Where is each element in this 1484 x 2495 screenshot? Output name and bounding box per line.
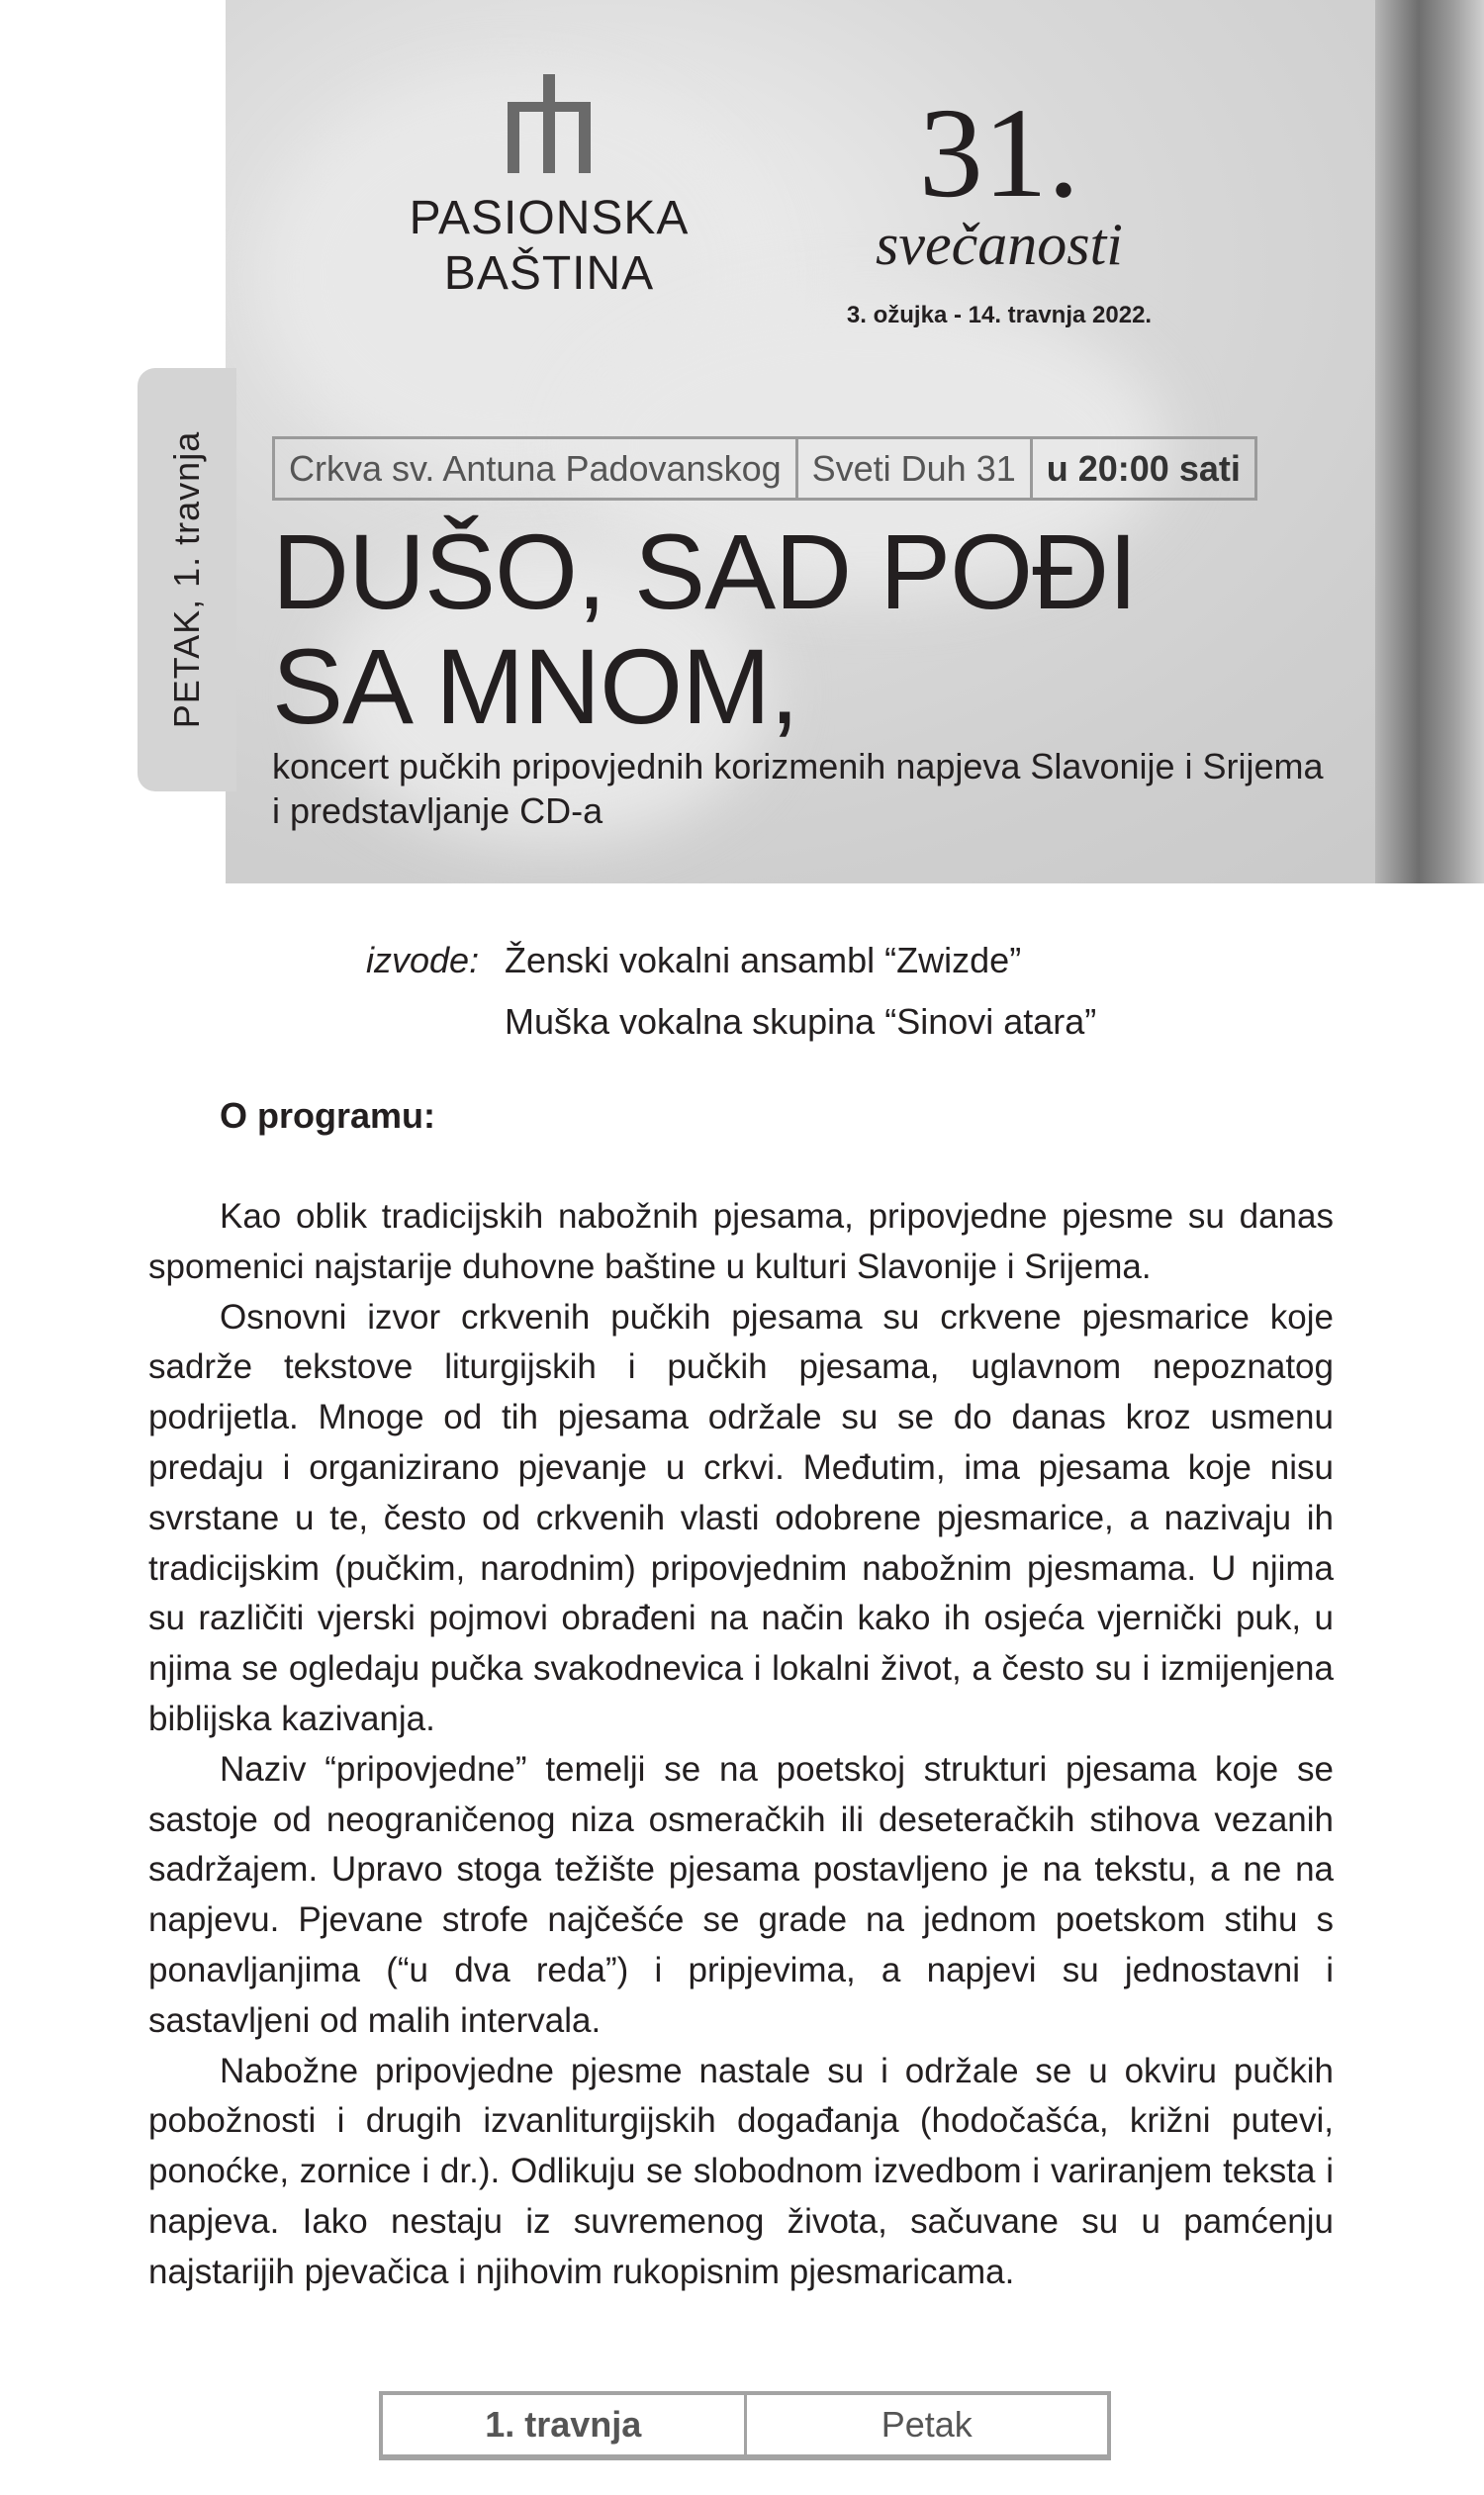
event-address: Sveti Duh 31 [798,439,1033,498]
crucifix-image [1375,0,1484,883]
event-title [272,511,1138,746]
footer-date-box [379,2391,1111,2460]
edition-block [821,82,1177,329]
subtitle-line2: i predstavljanje CD-a [272,790,603,831]
side-date-label: PETAK, 1. travnja [166,430,207,729]
footer-date: 1. travnja [383,2395,747,2454]
festival-dates: 3. ožujka - 14. travnja 2022. [846,302,1153,328]
title-line2: SA MNOM, [272,626,799,746]
footer-day: Petak [881,2404,973,2445]
paragraph: Nabožne pripovjedne pjesme nastale su i održale se u okviru pučkih pobožnosti i drugih izvanliturgijskih događanja (hodočašća, križni putevi, ponoćke, zornice i dr.). Odlikuju se slobodnom izvedbom i variranjem teksta i napjeva. Iako nestaju iz suvremenog života, sačuvane su u pamćenju najstarijih pjevačica i njihovim rukopisnim pjesmaricama. [148,2051,1334,2291]
paragraph: Kao oblik tradicijskih nabožnih pjesama, pripovjedne pjesme su danas spomenici najstarije duhovne baštine u kulturi Slavonije i Srijema. [148,1197,1334,1286]
performers [366,930,1096,1053]
subtitle-line1: koncert pučkih pripovjednih korizmenih napjeva Slavonije i Srijema [272,746,1324,786]
performers-label: izvode: [366,940,480,980]
logo-text-line1: PASIONSKA [409,192,690,244]
paragraph: Naziv “pripovjedne” temelji se na poetskoj strukturi pjesama koje se sastoje od neograničenog niza osmeračkih ili deseteračkih stihova vezanih sadržajem. Upravo stoga težište pjesama postavljeno je na tekstu, a ne na napjevu. Pjevane strofe najčešće se grade na jednom poetskom stihu s ponavljanjima (“u dva reda”) i pripjevima, a napjevi su jednostavni i sastavljeni od malih intervala. [148,1749,1334,2040]
logo-mark-icon [500,74,599,173]
event-subtitle [272,744,1390,833]
event-time: u 20:00 sati [1046,448,1241,489]
performer: Ženski vokalni ansambl “Zwizde” [505,940,1022,980]
edition-number: 31. [918,82,1080,225]
paragraph: Osnovni izvor crkvenih pučkih pjesama su crkvene pjesmarice koje sadrže tekstove liturgijskih i pučkih pjesama, uglavnom nepoznatog podrijetla. Mnoge od tih pjesama održale su se do danas kroz usmenu predaju i organizirano pjevanje u crkvi. Međutim, ima pjesama koje nisu svrstane u te, često od crkvenih vlasti odobrene pjesmarice, a nazivaju ih tradicijskim (pučkim, narodnim) pripovjednim nabožnim pjesmama. U njima su različiti vjerski pojmovi obrađeni na način kako ih osjeća vjernički puk, u njima se ogledaju pučka svakodnevica i lokalni život, a često su i izmijenjena biblijska kazivanja. [148,1297,1334,1738]
logo-text-line2: BAŠTINA [443,247,655,300]
logo [391,74,707,302]
title-line1: DUŠO, SAD POĐI [272,511,1138,631]
event-venue: Crkva sv. Antuna Padovanskog [275,439,798,498]
program-heading: O programu: [220,1095,436,1136]
side-date-tab [138,368,236,791]
performer: Muška vokalna skupina “Sinovi atara” [505,1001,1097,1042]
event-info-box [272,436,1257,501]
edition-label: svečanosti [876,212,1123,277]
program-text [148,1192,1334,2298]
